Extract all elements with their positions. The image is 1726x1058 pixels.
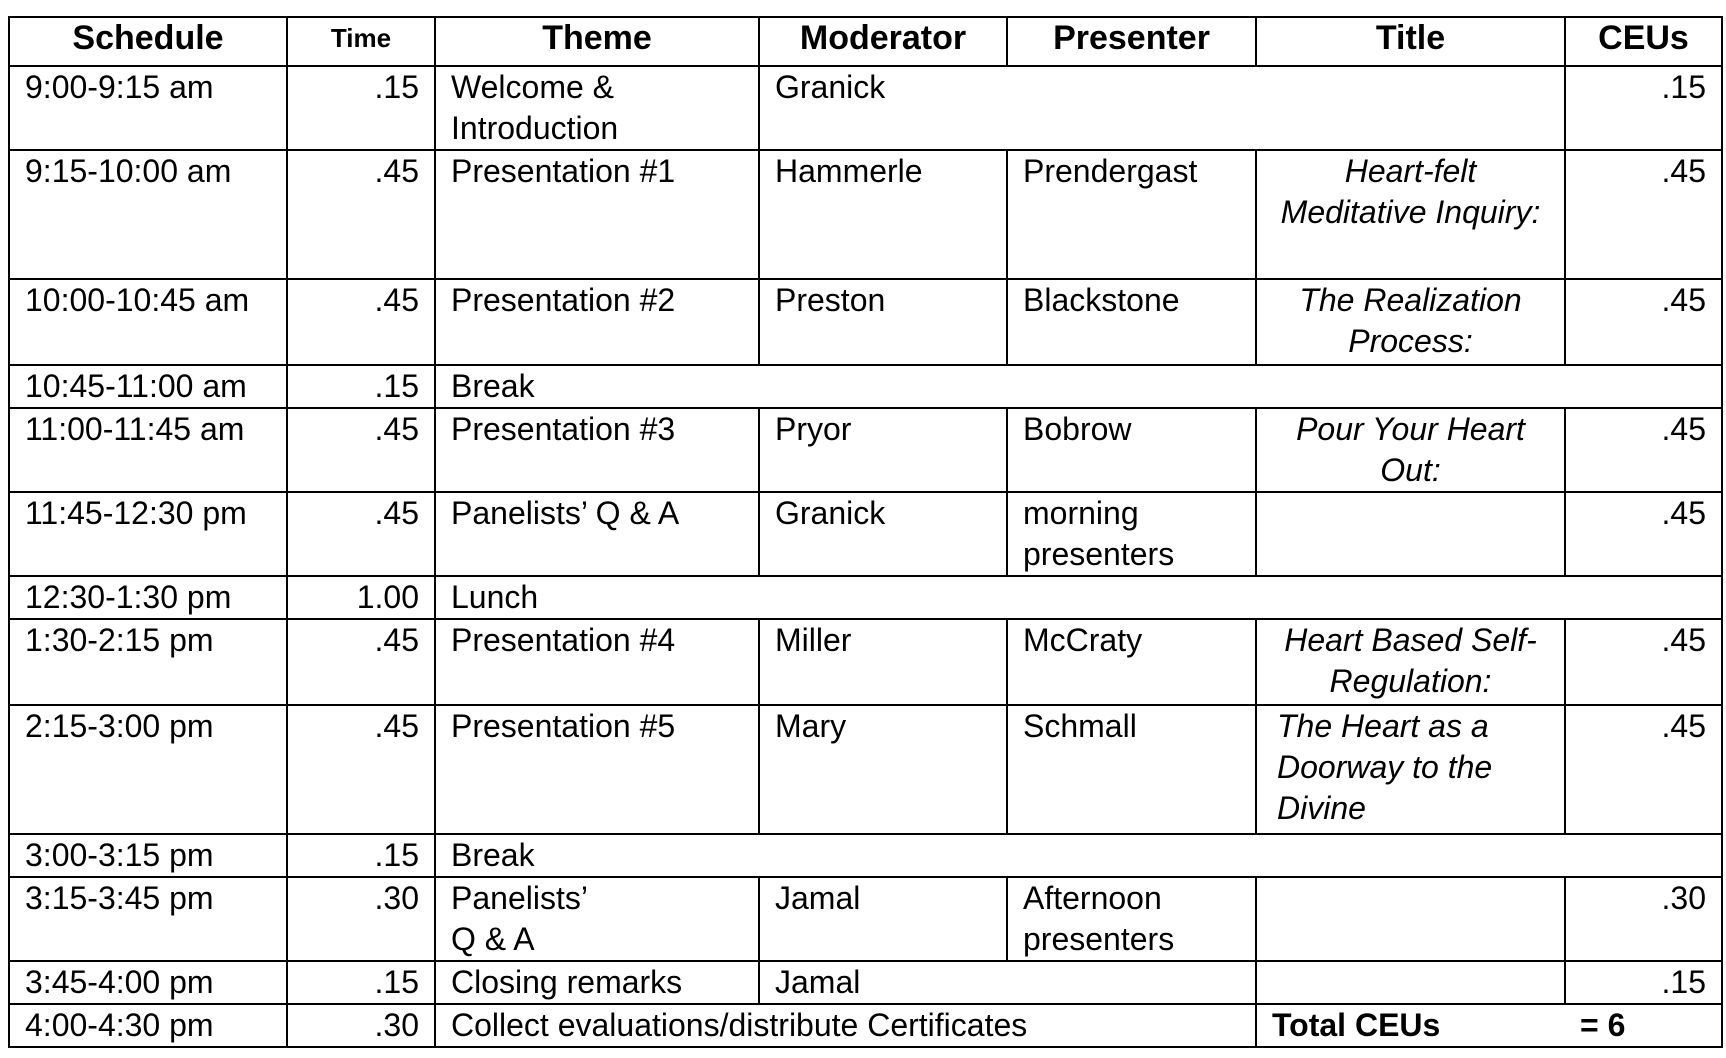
schedule-cell: 11:00-11:45 am — [9, 408, 287, 492]
theme-cell: Presentation #2 — [435, 279, 759, 365]
theme-cell: Break — [435, 365, 1722, 408]
theme-cell: Presentation #4 — [435, 619, 759, 705]
table-row — [9, 834, 1722, 877]
header-moderator: Moderator — [759, 17, 1007, 66]
table-row — [9, 877, 1722, 961]
header-theme: Theme — [435, 17, 759, 66]
header-time: Time — [287, 17, 435, 66]
moderator-cell: Jamal — [759, 961, 1256, 1004]
title-cell — [1256, 492, 1565, 576]
presenter-cell: Afternoon presenters — [1007, 877, 1256, 961]
title-cell: Pour Your Heart Out: — [1256, 408, 1565, 492]
presenter-cell: Blackstone — [1007, 279, 1256, 365]
table-row — [9, 150, 1722, 279]
schedule-cell: 4:00-4:30 pm — [9, 1004, 287, 1047]
time-cell: .15 — [287, 834, 435, 877]
schedule-cell: 3:45-4:00 pm — [9, 961, 287, 1004]
ceus-cell: .45 — [1565, 619, 1722, 705]
theme-cell: Lunch — [435, 576, 1722, 619]
schedule-cell: 1:30-2:15 pm — [9, 619, 287, 705]
time-cell: .15 — [287, 961, 435, 1004]
schedule-table-container — [8, 16, 1723, 1048]
moderator-cell: Hammerle — [759, 150, 1007, 279]
header-schedule: Schedule — [9, 17, 287, 66]
presenter-cell: Bobrow — [1007, 408, 1256, 492]
presenter-cell: Schmall — [1007, 705, 1256, 834]
table-row — [9, 961, 1722, 1004]
total-ceus-label: Total CEUs — [1256, 1004, 1565, 1047]
time-cell: .30 — [287, 877, 435, 961]
table-row — [9, 576, 1722, 619]
schedule-cell: 2:15-3:00 pm — [9, 705, 287, 834]
table-row — [9, 365, 1722, 408]
header-title: Title — [1256, 17, 1565, 66]
moderator-cell: Miller — [759, 619, 1007, 705]
moderator-cell: Granick — [759, 66, 1565, 150]
time-cell: 1.00 — [287, 576, 435, 619]
theme-cell: Presentation #1 — [435, 150, 759, 279]
time-cell: .15 — [287, 66, 435, 150]
schedule-cell: 10:45-11:00 am — [9, 365, 287, 408]
title-cell: Heart Based Self-Regulation: — [1256, 619, 1565, 705]
ceus-cell: .15 — [1565, 66, 1722, 150]
title-cell: Heart-felt Meditative Inquiry: — [1256, 150, 1565, 279]
presenter-cell: Prendergast — [1007, 150, 1256, 279]
ceus-cell: .45 — [1565, 492, 1722, 576]
time-cell: .15 — [287, 365, 435, 408]
theme-cell: Welcome & Introduction — [435, 66, 759, 150]
table-row — [9, 279, 1722, 365]
table-row — [9, 1004, 1722, 1047]
ceus-cell: .15 — [1565, 961, 1722, 1004]
table-row — [9, 705, 1722, 834]
total-ceus-value: = 6 — [1565, 1004, 1722, 1047]
table-row — [9, 408, 1722, 492]
theme-cell: Panelists’ Q & A — [435, 492, 759, 576]
title-cell: The Realization Process: — [1256, 279, 1565, 365]
time-cell: .45 — [287, 150, 435, 279]
theme-cell: Presentation #5 — [435, 705, 759, 834]
title-cell — [1256, 961, 1565, 1004]
theme-cell: Presentation #3 — [435, 408, 759, 492]
ceus-cell: .30 — [1565, 877, 1722, 961]
schedule-cell: 11:45-12:30 pm — [9, 492, 287, 576]
schedule-cell: 10:00-10:45 am — [9, 279, 287, 365]
schedule-table — [8, 16, 1723, 1048]
time-cell: .45 — [287, 705, 435, 834]
schedule-cell: 3:15-3:45 pm — [9, 877, 287, 961]
theme-cell: Break — [435, 834, 1722, 877]
schedule-cell: 9:15-10:00 am — [9, 150, 287, 279]
theme-line: Q & A — [451, 921, 535, 957]
header-ceus: CEUs — [1565, 17, 1722, 66]
theme-line: Panelists’ — [451, 880, 588, 916]
title-cell: The Heart as a Doorway to the Divine — [1256, 705, 1565, 834]
time-cell: .30 — [287, 1004, 435, 1047]
time-cell: .45 — [287, 408, 435, 492]
time-cell: .45 — [287, 492, 435, 576]
theme-cell: Closing remarks — [435, 961, 759, 1004]
schedule-cell: 9:00-9:15 am — [9, 66, 287, 150]
presenter-cell: McCraty — [1007, 619, 1256, 705]
title-cell — [1256, 877, 1565, 961]
ceus-cell: .45 — [1565, 408, 1722, 492]
ceus-cell: .45 — [1565, 150, 1722, 279]
header-presenter: Presenter — [1007, 17, 1256, 66]
ceus-cell: .45 — [1565, 705, 1722, 834]
time-cell: .45 — [287, 619, 435, 705]
table-row — [9, 619, 1722, 705]
theme-cell — [435, 877, 759, 961]
ceus-cell: .45 — [1565, 279, 1722, 365]
schedule-cell: 3:00-3:15 pm — [9, 834, 287, 877]
moderator-cell: Pryor — [759, 408, 1007, 492]
schedule-cell: 12:30-1:30 pm — [9, 576, 287, 619]
moderator-cell: Granick — [759, 492, 1007, 576]
table-row — [9, 66, 1722, 150]
time-cell: .45 — [287, 279, 435, 365]
table-row — [9, 492, 1722, 576]
moderator-cell: Mary — [759, 705, 1007, 834]
header-row — [9, 17, 1722, 66]
moderator-cell: Jamal — [759, 877, 1007, 961]
moderator-cell: Preston — [759, 279, 1007, 365]
theme-cell: Collect evaluations/distribute Certificates — [435, 1004, 1256, 1047]
presenter-cell: morning presenters — [1007, 492, 1256, 576]
